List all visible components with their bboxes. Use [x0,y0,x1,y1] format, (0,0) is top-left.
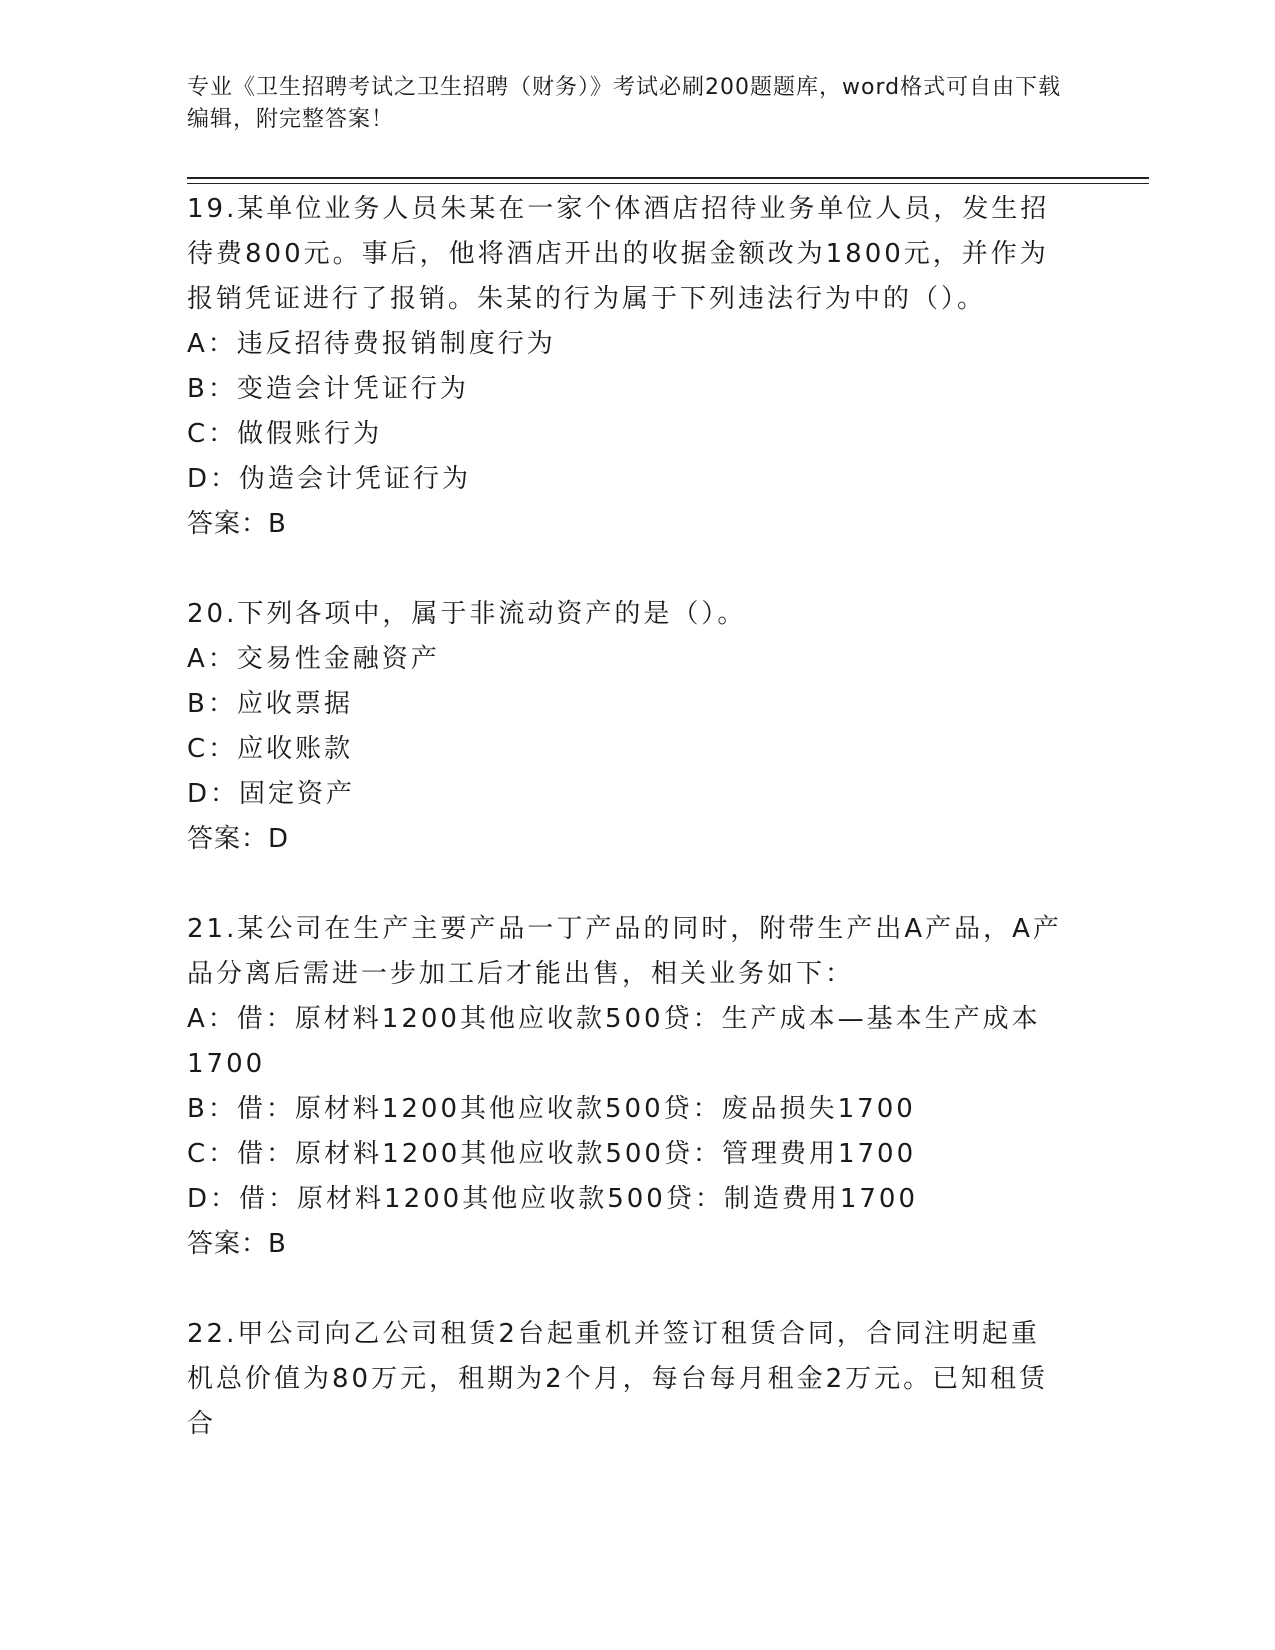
question-spacer [187,1267,1067,1312]
option-d: D：借：原材料1200其他应收款500贷：制造费用1700 [187,1184,918,1214]
question-spacer [187,862,1067,907]
header-rule-thick [187,177,1149,179]
option-a: A：违反招待费报销制度行为 [187,329,556,359]
option-c: C：借：原材料1200其他应收款500贷：管理费用1700 [187,1139,917,1169]
document-header: 专业《卫生招聘考试之卫生招聘（财务）》考试必刷200题题库，word格式可自由下载编辑，附完整答案！ [187,75,1062,132]
option-b: B：变造会计凭证行为 [187,374,469,404]
answer-label: 答案：B [187,509,287,539]
option-d: D：固定资产 [187,779,356,809]
question-stem: 22.甲公司向乙公司租赁2台起重机并签订租赁合同，合同注明起重机总价值为80万元，租期为2个月，每台每月租金2万元。已知租赁合 [187,1319,1049,1439]
option-c: C：应收账款 [187,734,354,764]
question-stem: 21.某公司在生产主要产品一丁产品的同时，附带生产出A产品，A产品分离后需进一步加工后才能出售，相关业务如下： [187,914,1062,989]
question-stem: 19.某单位业务人员朱某在一家个体酒店招待业务单位人员，发生招待费800元。事后，他将酒店开出的收据金额改为1800元，并作为报销凭证进行了报销。朱某的行为属于下列违法行为中的（）。 [187,194,1050,314]
answer-label: 答案：D [187,824,290,854]
question-19 [187,187,1067,547]
option-a: A：交易性金融资产 [187,644,440,674]
question-22 [187,1312,1067,1447]
question-spacer [187,547,1067,592]
question-20 [187,592,1067,862]
option-c: C：做假账行为 [187,419,383,449]
question-stem: 20.下列各项中，属于非流动资产的是（）。 [187,599,747,629]
option-b: B：应收票据 [187,689,353,719]
question-21 [187,907,1067,1267]
option-b: B：借：原材料1200其他应收款500贷：废品损失1700 [187,1094,916,1124]
option-d: D：伪造会计凭证行为 [187,464,472,494]
header-rule-thin [187,183,1149,184]
option-a: A：借：原材料1200其他应收款500贷：生产成本—基本生产成本1700 [187,1004,1041,1079]
question-list [187,187,1067,1447]
answer-label: 答案：B [187,1229,287,1259]
